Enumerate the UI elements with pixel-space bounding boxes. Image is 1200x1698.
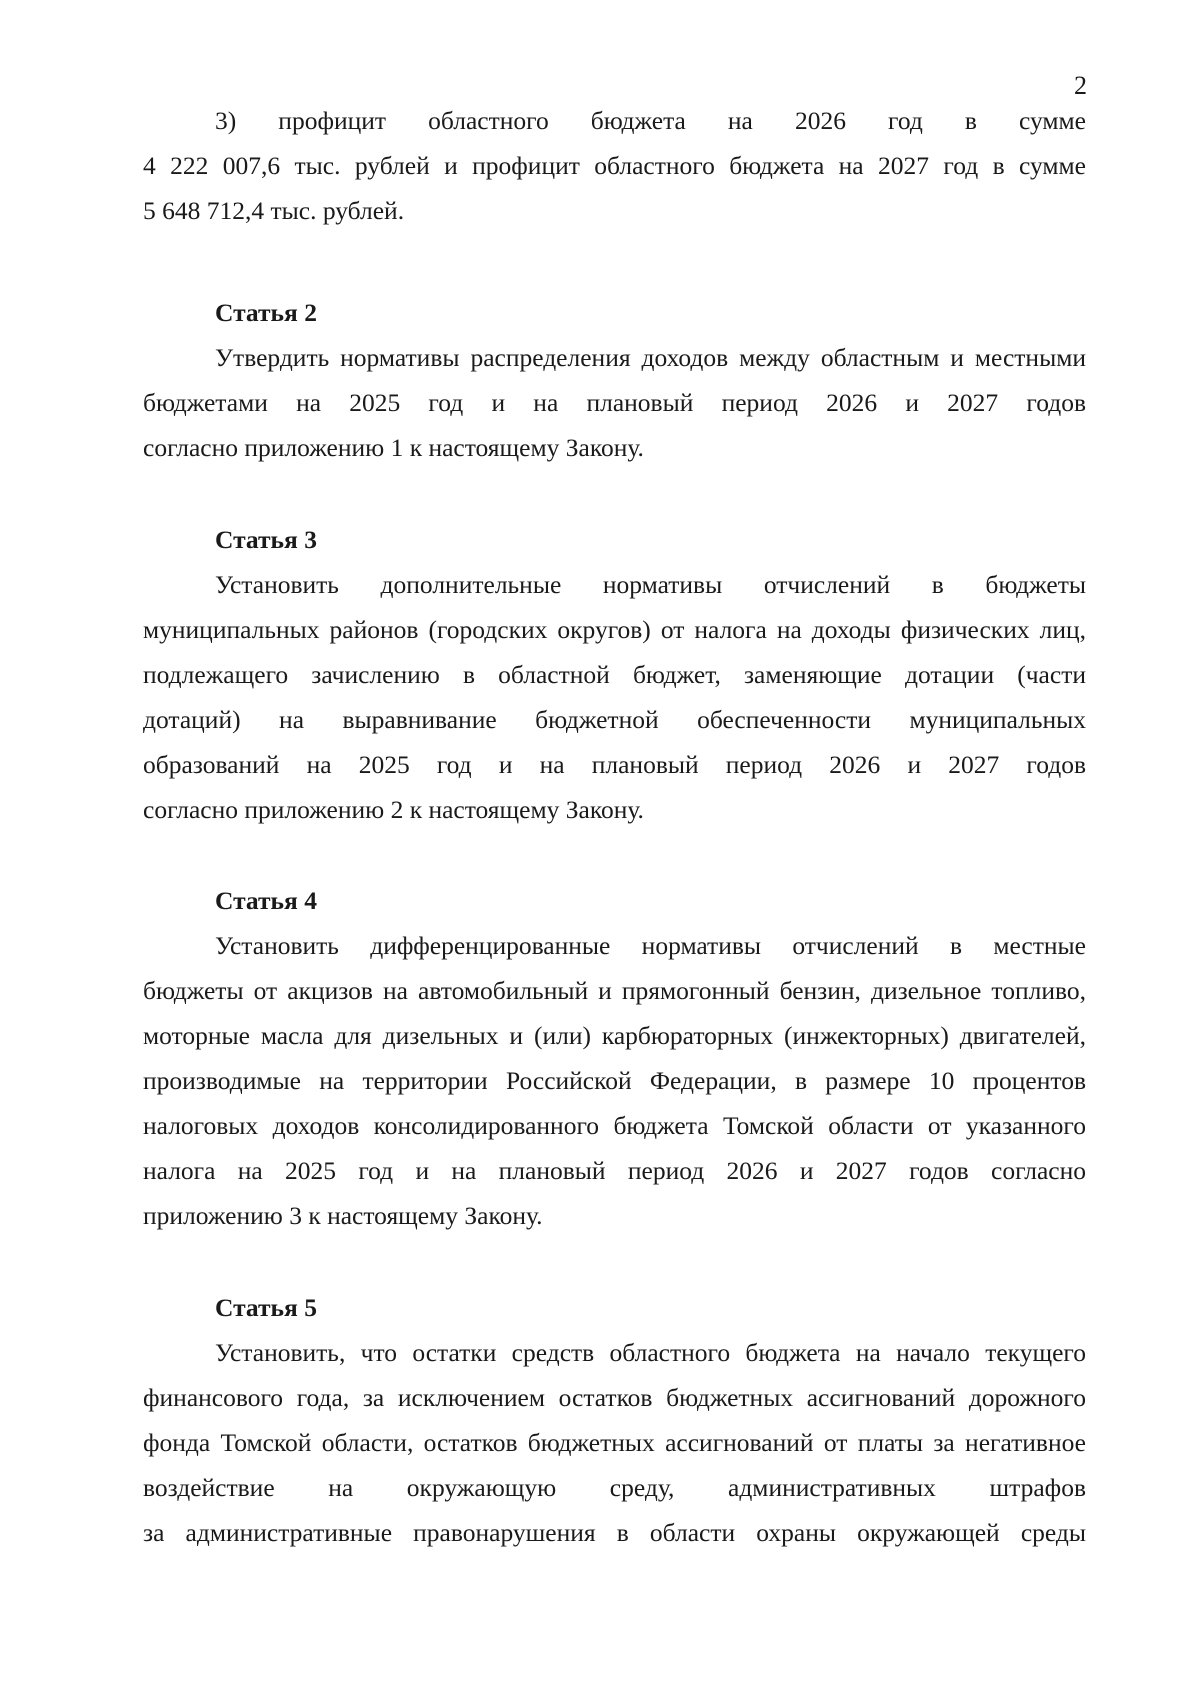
text-line: воздействие на окружающую среду, административных штрафов (143, 1473, 1086, 1502)
text-line: Установить дополнительные нормативы отчислений в бюджеты (215, 570, 1086, 599)
text-line: подлежащего зачислению в областной бюджет, заменяющие дотации (части (143, 660, 1086, 689)
article-heading: Статья 3 (215, 525, 317, 554)
text-line: дотаций) на выравнивание бюджетной обеспеченности муниципальных (143, 705, 1086, 734)
text-line: бюджеты от акцизов на автомобильный и прямогонный бензин, дизельное топливо, (143, 976, 1086, 1005)
text-line: 5 648 712,4 тыс. рублей. (143, 196, 405, 225)
text-line: финансового года, за исключением остатков бюджетных ассигнований дорожного (143, 1383, 1086, 1412)
text-line: Утвердить нормативы распределения доходов между областным и местными (215, 343, 1086, 372)
article-heading: Статья 5 (215, 1293, 317, 1322)
article-heading: Статья 4 (215, 886, 317, 915)
text-line: моторные масла для дизельных и (или) карбюраторных (инжекторных) двигателей, (143, 1021, 1086, 1050)
text-line: муниципальных районов (городских округов) от налога на доходы физических лиц, (143, 615, 1086, 644)
page-number: 2 (1074, 71, 1087, 100)
article-3 (143, 517, 1086, 832)
article-heading: Статья 2 (215, 298, 317, 327)
text-line: Установить дифференцированные нормативы отчислений в местные (215, 931, 1086, 960)
text-line: образований на 2025 год и на плановый период 2026 и 2027 годов (143, 750, 1086, 779)
text-line: приложению 3 к настоящему Закону. (143, 1201, 543, 1230)
text-line: Установить, что остатки средств областного бюджета на начало текущего (215, 1338, 1086, 1367)
article-4 (143, 878, 1086, 1238)
text-line: 4 222 007,6 тыс. рублей и профицит областного бюджета на 2027 год в сумме (143, 151, 1086, 180)
text-line: за административные правонарушения в области охраны окружающей среды (143, 1518, 1086, 1547)
intro-paragraph (143, 98, 1086, 233)
text-line: бюджетами на 2025 год и на плановый период 2026 и 2027 годов (143, 388, 1086, 417)
article-2 (143, 290, 1086, 470)
text-line: согласно приложению 1 к настоящему Закону. (143, 433, 644, 462)
text-line: согласно приложению 2 к настоящему Закону. (143, 795, 644, 824)
text-line: налоговых доходов консолидированного бюджета Томской области от указанного (143, 1111, 1086, 1140)
text-line: производимые на территории Российской Федерации, в размере 10 процентов (143, 1066, 1086, 1095)
text-line: фонда Томской области, остатков бюджетных ассигнований от платы за негативное (143, 1428, 1086, 1457)
article-5 (143, 1285, 1086, 1555)
text-line: 3) профицит областного бюджета на 2026 год в сумме (215, 106, 1086, 135)
text-line: налога на 2025 год и на плановый период 2026 и 2027 годов согласно (143, 1156, 1086, 1185)
